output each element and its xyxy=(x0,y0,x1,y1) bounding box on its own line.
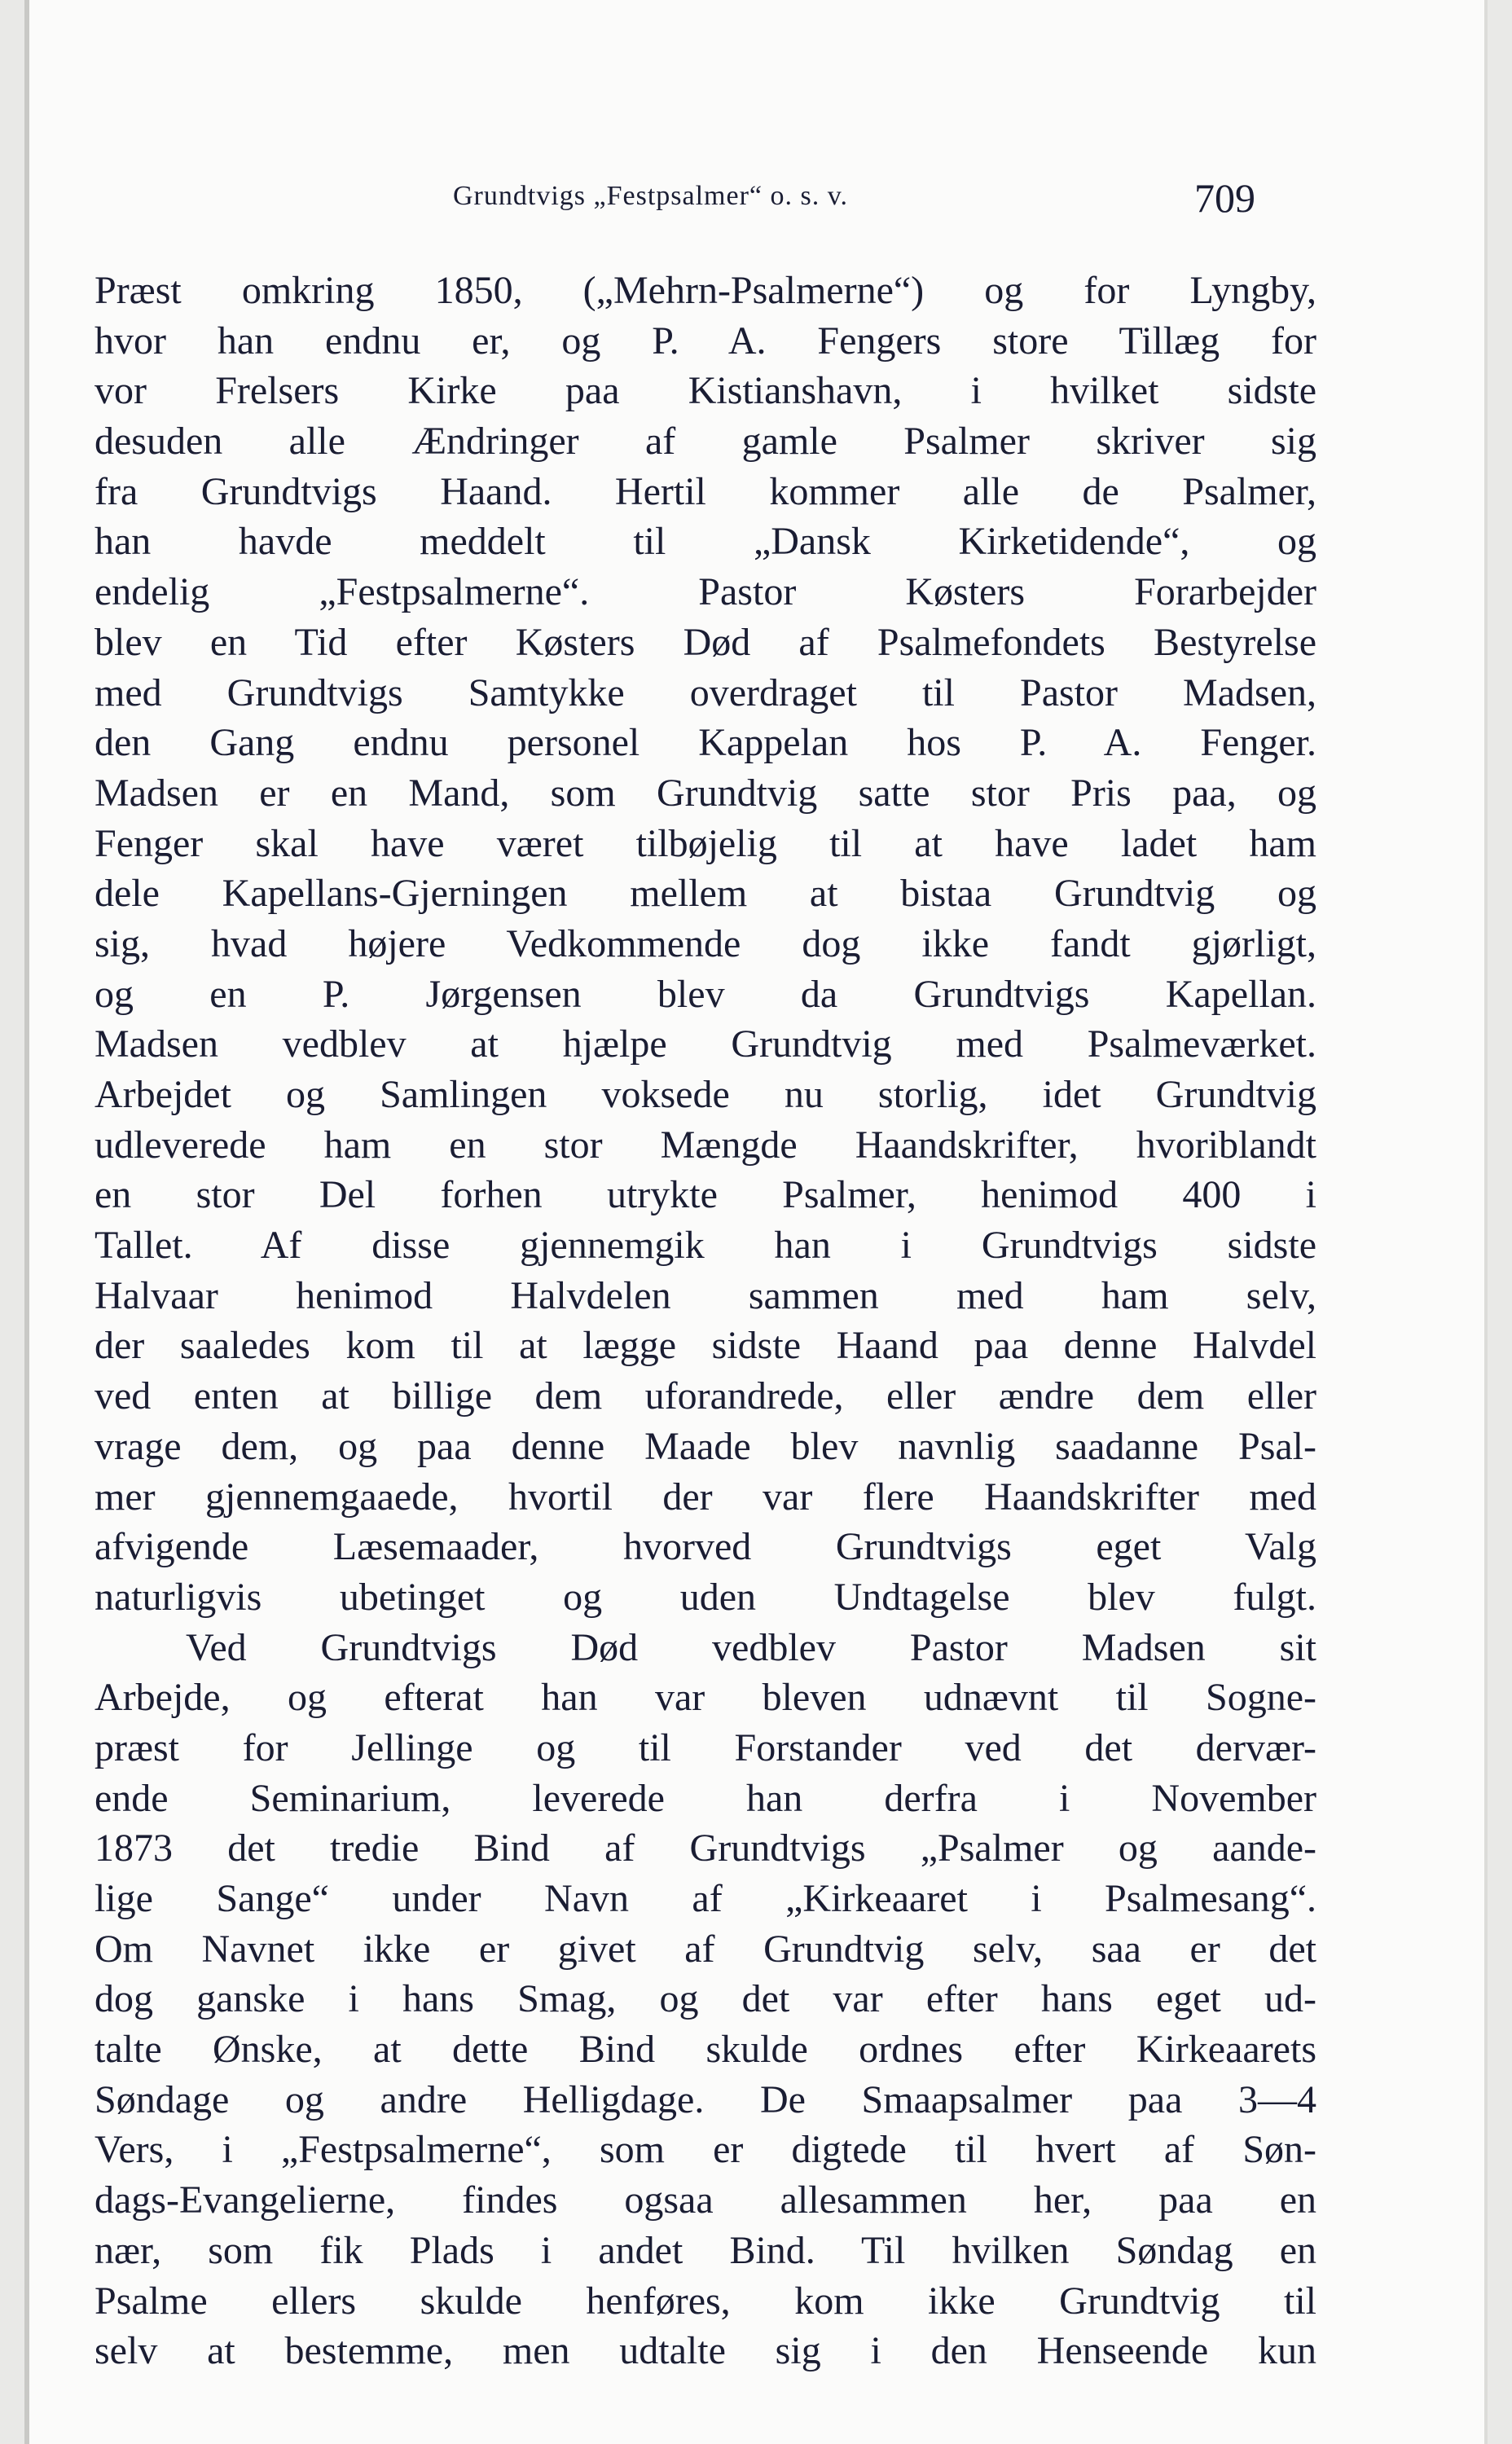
text-line: Ved Grundtvigs Død vedblev Pastor Madsen sit xyxy=(186,1625,1316,1669)
text-line: fra Grundtvigs Haand. Hertil kommer alle de Psalmer, xyxy=(94,469,1316,513)
text-line: Vers, i „Festpsalmerne“, som er digtede til hvert af Søn- xyxy=(94,2128,1316,2172)
text-line: præst for Jellinge og til Forstander ved det dervær- xyxy=(94,1725,1316,1769)
text-line: vrage dem, og paa denne Maade blev navnlig saadanne Psal- xyxy=(94,1424,1316,1468)
text-line: dags-Evangelierne, findes ogsaa allesammen her, paa en xyxy=(94,2178,1316,2222)
text-line: den Gang endnu personel Kappelan hos P. A. Fenger. xyxy=(94,721,1316,765)
page-header xyxy=(29,174,1484,223)
text-line: og en P. Jørgensen blev da Grundtvigs Kapellan. xyxy=(94,972,1316,1016)
text-line: endelig „Festpsalmerne“. Pastor Køsters Forarbejder xyxy=(94,570,1316,614)
text-line: 1873 det tredie Bind af Grundtvigs „Psalmer og aande- xyxy=(94,1826,1316,1870)
text-line: ved enten at billige dem uforandrede, eller ændre dem eller xyxy=(94,1374,1316,1418)
text-line: talte Ønske, at dette Bind skulde ordnes efter Kirkeaarets xyxy=(94,2028,1316,2072)
text-line: Tallet. Af disse gjennemgik han i Grundtvigs sidste xyxy=(94,1224,1316,1268)
text-line: Arbejde, og efterat han var bleven udnævnt til Sogne- xyxy=(94,1676,1316,1720)
book-page xyxy=(24,0,1488,2444)
text-line: Fenger skal have været tilbøjelig til at have ladet ham xyxy=(94,821,1316,865)
text-line: Madsen vedblev at hjælpe Grundtvig med Psalmeværket. xyxy=(94,1022,1316,1066)
text-line: Madsen er en Mand, som Grundtvig satte stor Pris paa, og xyxy=(94,771,1316,815)
body-text xyxy=(94,266,1316,2376)
running-title: Grundtvigs „Festpsalmer“ o. s. v. xyxy=(453,181,849,211)
text-line: Arbejdet og Samlingen voksede nu storlig, idet Grundtvig xyxy=(94,1073,1316,1116)
text-line: en stor Del forhen utrykte Psalmer, henimod 400 i xyxy=(94,1173,1316,1217)
text-line: Søndage og andre Helligdage. De Smaapsalmer paa 3—4 xyxy=(94,2077,1316,2121)
text-line: Halvaar henimod Halvdelen sammen med ham selv, xyxy=(94,1273,1316,1317)
text-line: selv at bestemme, men udtalte sig i den Henseende kun xyxy=(94,2329,1316,2373)
text-line: dele Kapellans-Gjerningen mellem at bistaa Grundtvig og xyxy=(94,872,1316,916)
text-line: der saaledes kom til at lægge sidste Haand paa denne Halvdel xyxy=(94,1324,1316,1368)
text-line: udleverede ham en stor Mængde Haandskrifter, hvoriblandt xyxy=(94,1123,1316,1167)
text-line: lige Sange“ under Navn af „Kirkeaaret i Psalmesang“. xyxy=(94,1877,1316,1920)
text-line: ende Seminarium, leverede han derfra i November xyxy=(94,1776,1316,1820)
text-line: naturligvis ubetinget og uden Undtagelse blev fulgt. xyxy=(94,1575,1316,1619)
text-line: dog ganske i hans Smag, og det var efter hans eget ud- xyxy=(94,1977,1316,2021)
text-line: Om Navnet ikke er givet af Grundtvig selv, saa er det xyxy=(94,1927,1316,1971)
text-line: hvor han endnu er, og P. A. Fengers store Tillæg for xyxy=(94,319,1316,363)
text-line: nær, som fik Plads i andet Bind. Til hvilken Søndag en xyxy=(94,2228,1316,2272)
text-line: blev en Tid efter Køsters Død af Psalmefondets Bestyrelse xyxy=(94,620,1316,664)
text-line: desuden alle Ændringer af gamle Psalmer skriver sig xyxy=(94,420,1316,464)
text-line: Præst omkring 1850, („Mehrn-Psalmerne“) og for Lyngby, xyxy=(94,269,1316,312)
text-line: med Grundtvigs Samtykke overdraget til Pastor Madsen, xyxy=(94,670,1316,714)
text-line: han havde meddelt til „Dansk Kirketidende“, og xyxy=(94,520,1316,564)
text-line: sig, hvad højere Vedkommende dog ikke fandt gjørligt, xyxy=(94,921,1316,965)
text-line: afvigende Læsemaader, hvorved Grundtvigs eget Valg xyxy=(94,1525,1316,1569)
text-line: mer gjennemgaaede, hvortil der var flere Haandskrifter med xyxy=(94,1475,1316,1519)
text-line: vor Frelsers Kirke paa Kistianshavn, i hvilket sidste xyxy=(94,369,1316,413)
page-number: 709 xyxy=(1194,175,1255,221)
text-line: Psalme ellers skulde henføres, kom ikke Grundtvig til xyxy=(94,2279,1316,2323)
